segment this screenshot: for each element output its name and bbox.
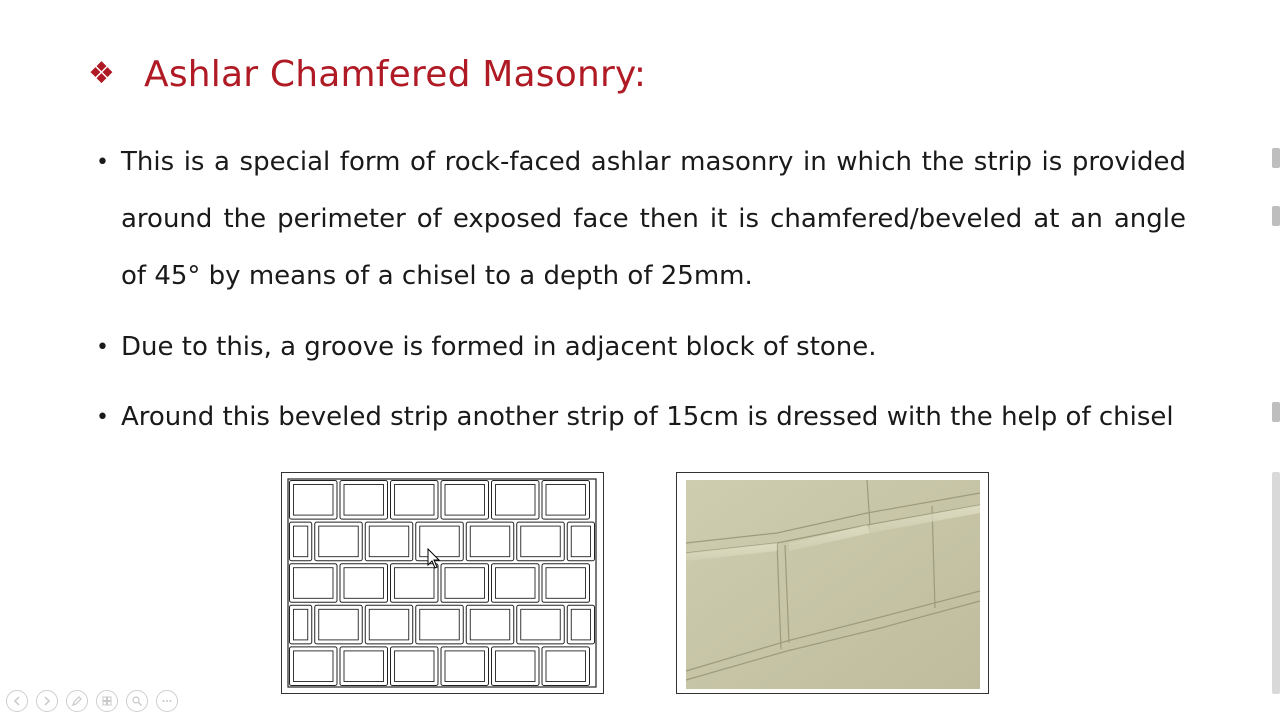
brick-block	[290, 647, 338, 686]
brick-block	[391, 481, 439, 520]
brick-block	[315, 605, 363, 644]
brick-block	[466, 522, 514, 561]
brick-block	[365, 522, 413, 561]
bullet-list	[96, 134, 1186, 446]
brick-block	[290, 522, 312, 561]
brick-block	[340, 564, 388, 603]
presentation-toolbar	[6, 690, 178, 712]
slide-title: Ashlar Chamfered Masonry:	[144, 53, 647, 95]
brick-block	[517, 522, 565, 561]
brick-block	[391, 647, 439, 686]
brick-pattern-drawing	[282, 473, 602, 692]
brick-block	[441, 647, 489, 686]
slide-title-row	[88, 46, 646, 102]
brick-block	[542, 564, 590, 603]
bullet-item-3: • Around this beveled strip another strip of 15cm is dressed with the help of chisel	[96, 389, 1186, 446]
zoom-icon[interactable]	[126, 690, 148, 712]
brick-block	[466, 605, 514, 644]
stone-wall-photo	[677, 473, 987, 692]
chamfered-masonry-photo	[676, 472, 989, 694]
brick-block	[492, 481, 540, 520]
diamond-bullet-icon: ❖	[88, 56, 115, 91]
brick-block	[416, 605, 464, 644]
chamfered-masonry-diagram	[281, 472, 604, 694]
brick-block	[542, 647, 590, 686]
brick-block	[441, 564, 489, 603]
brick-block	[492, 564, 540, 603]
brick-block	[542, 481, 590, 520]
bullet-item-2: • Due to this, a groove is formed in adjacent block of stone.	[96, 319, 1186, 376]
brick-block	[492, 647, 540, 686]
more-icon[interactable]	[156, 690, 178, 712]
brick-block	[290, 564, 338, 603]
brick-block	[365, 605, 413, 644]
edge-image	[1272, 472, 1280, 694]
next-slide-edge	[1272, 0, 1280, 720]
slides-grid-icon[interactable]	[96, 690, 118, 712]
brick-block	[517, 605, 565, 644]
pen-icon[interactable]	[66, 690, 88, 712]
brick-block	[441, 481, 489, 520]
edge-glyph	[1272, 148, 1280, 168]
brick-block	[290, 481, 338, 520]
brick-block	[315, 522, 363, 561]
brick-block	[340, 481, 388, 520]
brick-block	[340, 647, 388, 686]
brick-block	[290, 605, 312, 644]
next-icon[interactable]	[36, 690, 58, 712]
edge-glyph	[1272, 206, 1280, 226]
previous-icon[interactable]	[6, 690, 28, 712]
bullet-item-1: • This is a special form of rock-faced ashlar masonry in which the strip is provided around the perimeter of exposed face then it is chamfered/beveled at an angle of 45° by means of a chisel to a depth of 25mm.	[96, 134, 1186, 305]
mouse-cursor-icon	[427, 548, 441, 570]
edge-glyph	[1272, 402, 1280, 422]
